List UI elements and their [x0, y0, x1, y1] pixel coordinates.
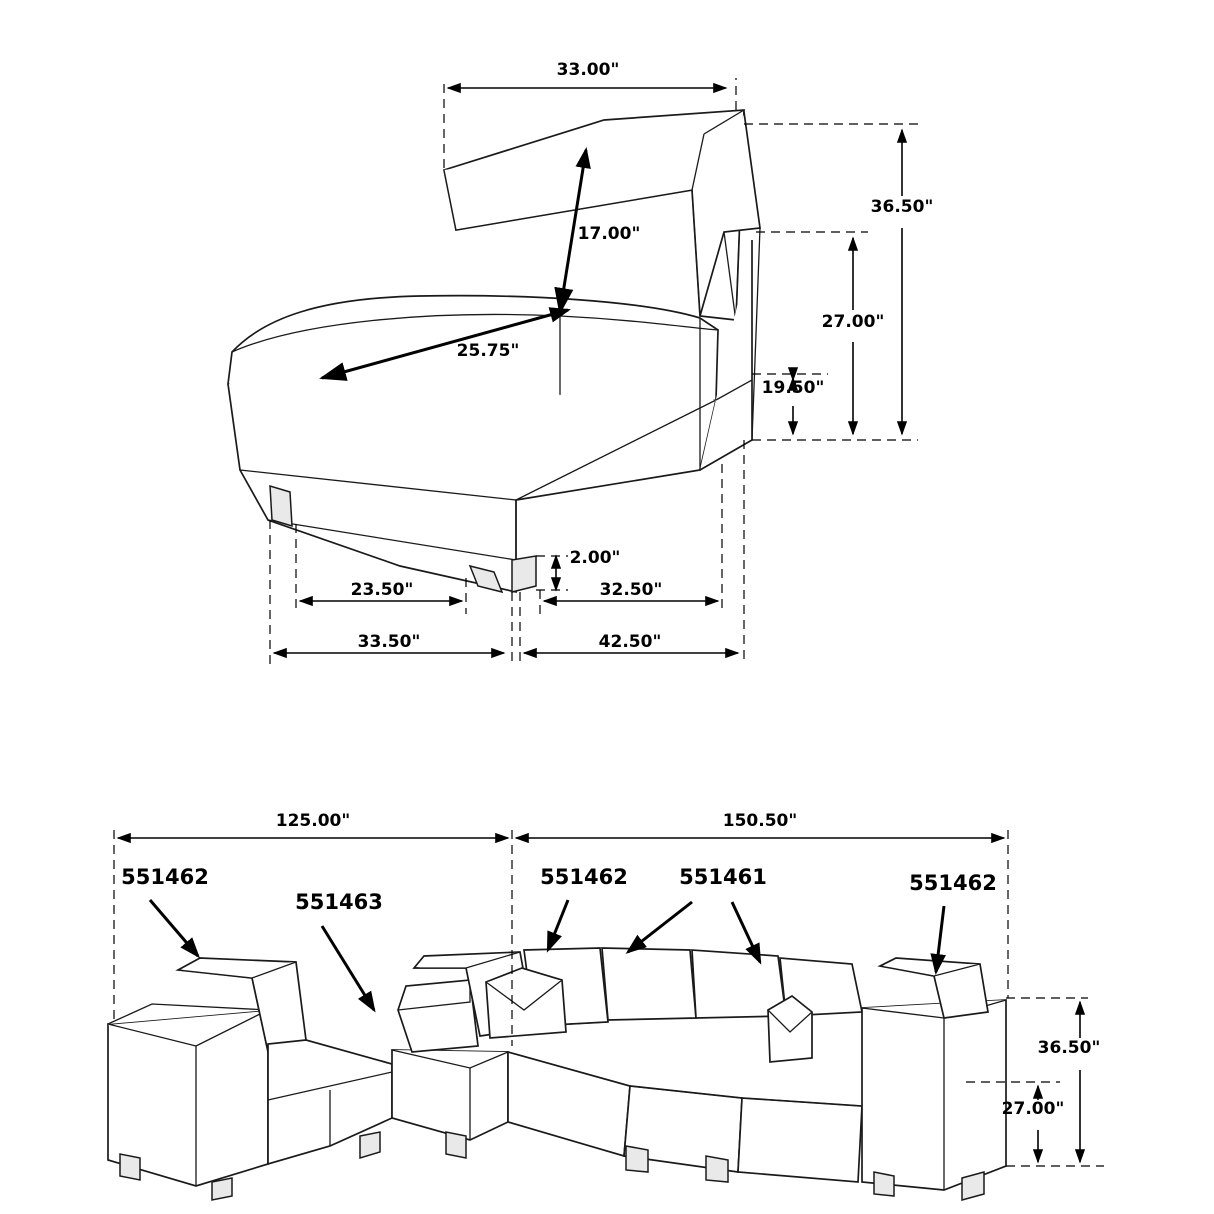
model-callout-labels — [121, 865, 997, 914]
dimension-label-seat-back-height: 27.00" — [821, 312, 885, 332]
dimension-label-overall-width: 42.50" — [598, 632, 662, 652]
model-callout-5: 551462 — [909, 871, 997, 895]
model-callout-2: 551463 — [295, 890, 383, 914]
dimension-label-height-seat: 27.00" — [1001, 1099, 1065, 1119]
dimension-label-overall-height: 36.50" — [870, 197, 934, 217]
dimension-label-width-top: 33.00" — [556, 60, 620, 80]
model-callout-1: 551462 — [121, 865, 209, 889]
model-callout-4: 551461 — [679, 865, 767, 889]
model-callout-3: 551462 — [540, 865, 628, 889]
dimension-label-back-cushion: 17.00" — [577, 224, 641, 244]
sectional-illustration — [108, 948, 1006, 1200]
dimension-label-inner-depth: 23.50" — [350, 580, 414, 600]
dimension-label-seat-depth: 25.75" — [456, 341, 520, 361]
dimension-label-arm-height: 19.50" — [761, 378, 825, 398]
dimension-label-left-span: 125.00" — [275, 811, 351, 831]
dimension-label-overall-depth: 33.50" — [357, 632, 421, 652]
dimension-label-leg-height: 2.00" — [569, 548, 621, 568]
dimension-label-right-span: 150.50" — [722, 811, 798, 831]
dimension-label-height-total: 36.50" — [1037, 1038, 1101, 1058]
dimension-label-inner-width: 32.50" — [599, 580, 663, 600]
